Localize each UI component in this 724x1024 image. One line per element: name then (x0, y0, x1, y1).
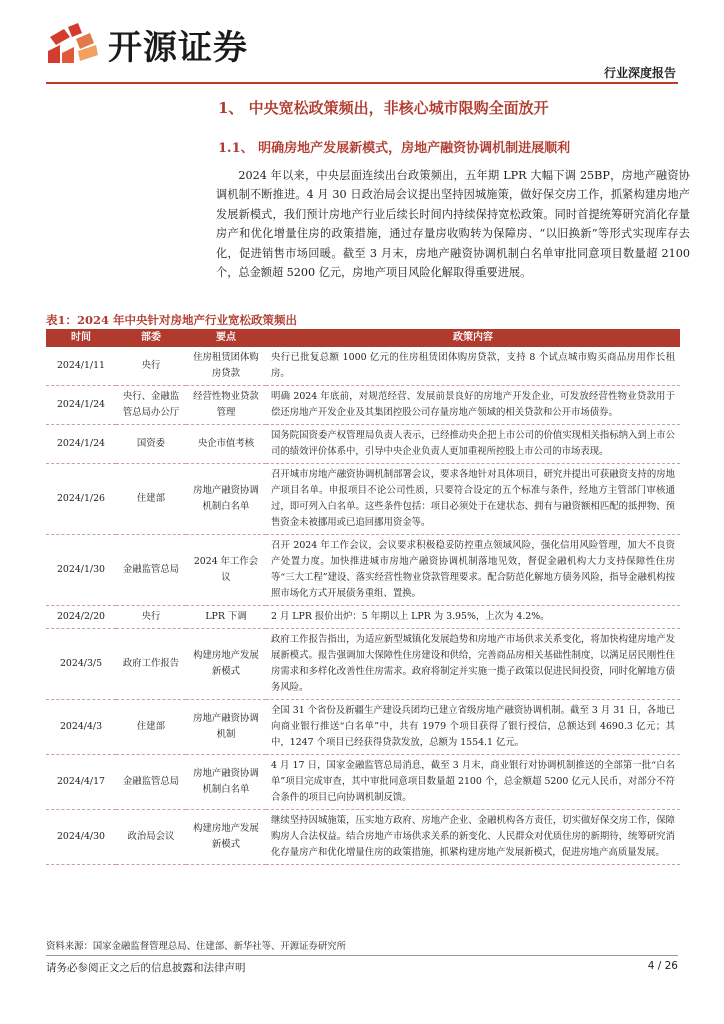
cell-point: 住房租赁团体购房贷款 (186, 347, 266, 386)
cell-point: 央企市值考核 (186, 425, 266, 464)
cell-point: LPR 下调 (186, 606, 266, 629)
cell-dept: 金融监管总局 (116, 755, 186, 810)
cell-dept: 央行、金融监管总局办公厅 (116, 386, 186, 425)
table-row (46, 810, 680, 865)
cell-content: 继续坚持因城施策，压实地方政府、房地产企业、金融机构各方责任，切实做好保交房工作，保障购房人合法权益。结合房地产市场供求关系的新变化、人民群众对优质住房的新期待，统筹研究消化存量房产和优化增量住房的政策措施，抓紧构建房地产发展新模式，促进房地产高质量发展。 (266, 810, 680, 865)
table-row (46, 700, 680, 755)
cell-date: 2024/4/30 (46, 810, 116, 865)
cell-date: 2024/1/26 (46, 464, 116, 535)
company-logo (46, 22, 248, 66)
cell-content: 全国 31 个省份及新疆生产建设兵团均已建立省级房地产融资协调机制。截至 3 月 31 日，各地已向商业银行推送“白名单”中，共有 1979 个项目获得了银行授信，总额达到 4690.3 亿元；其中，1247 个项目已经获得贷款发放，总额为 1554.1 亿元。 (266, 700, 680, 755)
cell-date: 2024/1/11 (46, 347, 116, 386)
table-header-row (46, 329, 680, 347)
table-row (46, 755, 680, 810)
table-row (46, 347, 680, 386)
cell-dept: 国资委 (116, 425, 186, 464)
table-row (46, 386, 680, 425)
logo-text: 开源证券 (108, 27, 248, 68)
table-row (46, 425, 680, 464)
cell-point: 房地产融资协调机制 (186, 700, 266, 755)
cell-point: 2024 年工作会议 (186, 535, 266, 606)
cell-date: 2024/4/17 (46, 755, 116, 810)
cell-point: 经营性物业贷款管理 (186, 386, 266, 425)
cell-date: 2024/1/24 (46, 386, 116, 425)
footer-disclaimer: 请务必参阅正文之后的信息披露和法律声明 (46, 962, 246, 974)
cell-content: 央行已批复总额 1000 亿元的住房租赁团体购房贷款，支持 8 个试点城市购买商品房用作长租房。 (266, 347, 680, 386)
cell-dept: 住建部 (116, 464, 186, 535)
footer-divider (46, 955, 678, 956)
cell-content: 明确 2024 年底前，对规范经营、发展前景良好的房地产开发企业，可发放经营性物业贷款用于偿还房地产开发企业及其集团控股公司存量房地产领域的相关贷款和公开市场债券。 (266, 386, 680, 425)
cell-dept: 政府工作报告 (116, 629, 186, 700)
cell-date: 2024/1/24 (46, 425, 116, 464)
section-heading: 1、 中央宽松政策频出，非核心城市限购全面放开 (218, 99, 549, 117)
table-row (46, 606, 680, 629)
cell-content: 政府工作报告指出，为适应新型城镇化发展趋势和房地产市场供求关系变化，将加快构建房地产发展新模式。报告强调加大保障性住房建设和供给，完善商品房相关基础性制度，以满足居民刚性住房需求和多样化改善性住房需求。政府将制定并实施一揽子政策以促进民间投资，同时化解地方债务风险。 (266, 629, 680, 700)
cell-content: 4 月 17 日，国家金融监管总局消息，截至 3 月末，商业银行对协调机制推送的全部第一批“白名单”项目完成审查，其中审批同意项目数量超 2100 个，总金额超 5200 亿元人民币，对部分不符合条件的项目已向协调机制反馈。 (266, 755, 680, 810)
intro-paragraph: 2024 年以来，中央层面连续出台政策频出，五年期 LPR 大幅下调 25BP，房地产融资协调机制不断推进。4 月 30 日政治局会议提出坚持因城施策，做好保交房工作，抓紧构建房地产发展新模式，我们预计房地产行业后续长时间内持续保持宽松政策。同时首提统筹研究消化存量房产和优化增量住房的政策措施，通过存量房收购转为保障房、“以旧换新”等形式实现库存去化，促进销售市场回暖。截至 3 月末，房地产融资协调机制白名单审批同意项目数量超 2100 个，总金额超 5200 亿元，房地产项目风险化解取得重要进展。 (216, 169, 690, 280)
report-type-label: 行业深度报告 (603, 66, 676, 80)
cell-date: 2024/2/20 (46, 606, 116, 629)
cell-date: 2024/1/30 (46, 535, 116, 606)
cell-dept: 央行 (116, 606, 186, 629)
table-row (46, 464, 680, 535)
cell-content: 2 月 LPR 报价出炉：5 年期以上 LPR 为 3.95%，上次为 4.2%。 (266, 606, 680, 629)
cell-date: 2024/4/3 (46, 700, 116, 755)
header-content: 政策内容 (266, 329, 680, 347)
source-note: 资料来源：国家金融监督管理总局、住建部、新华社等、开源证券研究所 (46, 941, 347, 952)
header-dept: 部委 (116, 329, 186, 347)
cell-point: 房地产融资协调机制白名单 (186, 755, 266, 810)
page-number: 4 / 26 (647, 960, 678, 972)
cell-point: 构建房地产发展新模式 (186, 629, 266, 700)
subsection-heading: 1.1、 明确房地产发展新模式，房地产融资协调机制进展顺利 (218, 141, 571, 156)
header-divider (46, 82, 678, 84)
cell-date: 2024/3/5 (46, 629, 116, 700)
cell-content: 召开 2024 年工作会议，会议要求积极稳妥防控重点领域风险，强化信用风险管理，加大不良资产处置力度。加快推进城市房地产融资协调机制落地见效，督促金融机构大力支持保障性住房等“三大工程”建设、落实经营性物业贷款管理要求。配合防范化解地方债务风险，指导金融机构按照市场化方式开展债务重组、置换。 (266, 535, 680, 606)
policy-table (46, 329, 680, 865)
logo-mark-icon (46, 23, 102, 65)
cell-point: 构建房地产发展新模式 (186, 810, 266, 865)
header-date: 时间 (46, 329, 116, 347)
cell-dept: 金融监管总局 (116, 535, 186, 606)
table-title: 表1：2024 年中央针对房地产行业宽松政策频出 (46, 313, 298, 327)
cell-content: 国务院国资委产权管理局负责人表示，已经推动央企把上市公司的价值实现相关指标纳入到上市公司的绩效评价体系中，引导中央企业负责人更加重视所控股上市公司的市场表现。 (266, 425, 680, 464)
cell-dept: 政治局会议 (116, 810, 186, 865)
table-row (46, 629, 680, 700)
cell-content: 召开城市房地产融资协调机制部署会议，要求各地针对具体项目，研究并提出可获融资支持的房地产项目名单。申报项目不论公司性质，只要符合设定的五个标准与条件，经地方主管部门审核通过，即可列入白名单。这些条件包括：项目必须处于在建状态、拥有与融资额相匹配的抵押物、预售资金未被挪用或已追回挪用资金等。 (266, 464, 680, 535)
cell-dept: 央行 (116, 347, 186, 386)
cell-point: 房地产融资协调机制白名单 (186, 464, 266, 535)
cell-dept: 住建部 (116, 700, 186, 755)
table-row (46, 535, 680, 606)
header-point: 要点 (186, 329, 266, 347)
